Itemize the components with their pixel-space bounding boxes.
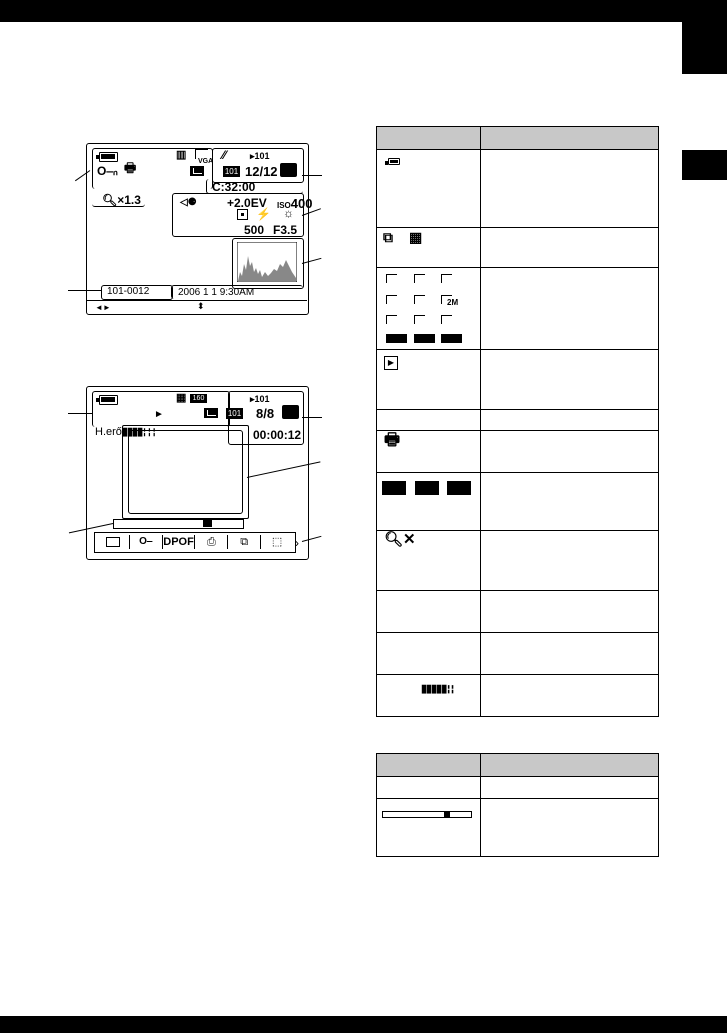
protect-icon: O‒ₙ xyxy=(97,164,118,178)
table-row xyxy=(377,531,481,591)
camera-icon xyxy=(280,163,297,177)
rotate-button[interactable] xyxy=(228,535,261,549)
nav-left-right-icon: ◄► xyxy=(95,303,111,312)
movie-counter: 8/8 xyxy=(256,406,275,421)
language-tab xyxy=(682,150,727,180)
size-2m-label: 2M xyxy=(447,298,459,307)
table-row xyxy=(377,410,481,431)
resize-button[interactable] xyxy=(261,535,293,549)
protect-button[interactable] xyxy=(130,535,163,549)
progress-marker xyxy=(203,519,212,527)
folder-icon-top: ▸101 xyxy=(250,151,270,161)
memory-icon: ▥ xyxy=(176,149,187,161)
recordable-capacity: C:32:00 xyxy=(212,180,256,194)
table-row xyxy=(377,473,481,531)
size-icon-filled xyxy=(441,334,462,343)
table2-header-indicator xyxy=(377,754,481,777)
folder-icon-top-2: ▸101 xyxy=(250,394,270,404)
size-icon xyxy=(386,315,397,324)
volume-bars-icon: ▮▮▮▮▮╏╏ xyxy=(421,683,454,695)
flash-icon: ⚡ xyxy=(256,207,271,221)
bottom-bar xyxy=(0,1016,727,1033)
table-row xyxy=(377,268,481,350)
battery-icon xyxy=(99,152,118,162)
table2-header-meaning xyxy=(481,754,659,777)
size-icon-filled xyxy=(386,334,407,343)
table-row xyxy=(377,633,481,675)
print-button[interactable] xyxy=(195,535,228,549)
size-icon xyxy=(441,315,452,324)
dpof-button[interactable]: DPOF xyxy=(163,536,194,548)
iso-indicator: ISO400 xyxy=(277,196,313,211)
folder-icon xyxy=(106,537,120,547)
table-row xyxy=(377,150,481,228)
folder-icon-b xyxy=(415,481,439,495)
print-order-icon-large: 🖶 xyxy=(384,430,401,449)
white-balance-icon: ☼ xyxy=(283,206,294,220)
resize-icon: ⬚ xyxy=(271,536,283,548)
battery-icon-2 xyxy=(99,395,118,405)
folder-number-icon-2: 101 xyxy=(227,409,242,418)
metering-icon xyxy=(237,209,248,220)
histogram xyxy=(237,242,297,282)
folder-number-icon: 101 xyxy=(224,167,239,176)
folder-button[interactable] xyxy=(97,535,130,549)
movie-indicator-table xyxy=(376,753,659,857)
size-icon xyxy=(386,274,397,283)
playback-icon: ▶ xyxy=(384,356,398,370)
battery-icon-small xyxy=(388,158,400,165)
print-order-icon: 🖶 xyxy=(124,160,137,175)
indicator-table xyxy=(376,126,659,717)
play-icon: ► xyxy=(154,409,164,420)
aperture-value: F3.5 xyxy=(273,223,298,237)
size-icon xyxy=(414,315,425,324)
progress-bar-icon xyxy=(382,811,472,818)
table-row xyxy=(377,350,481,410)
section-tab xyxy=(682,22,727,74)
key-icon: O‒ xyxy=(139,536,153,547)
file-number: 101-0012 xyxy=(107,286,150,297)
table-row xyxy=(377,675,481,717)
rotate-icon: ⧉ xyxy=(240,536,249,548)
playback-progress-bar[interactable] xyxy=(113,519,244,529)
size-icon xyxy=(414,274,425,283)
table-row xyxy=(377,228,481,268)
size-icon xyxy=(441,274,452,283)
chevron-right-icon[interactable]: › xyxy=(295,536,299,550)
movie-icon: ▦ xyxy=(176,392,187,404)
date-time: 2006 1 1 9:30AM xyxy=(178,287,255,298)
movie-size-icon: 160 xyxy=(190,394,207,403)
printer-icon: ⎙ xyxy=(206,536,216,548)
remote-icon: ⁄⁄ xyxy=(222,148,227,162)
table-row xyxy=(377,777,481,799)
zoom-indicator: 🔍︎×1.3 xyxy=(102,193,141,207)
size-icon xyxy=(414,295,425,304)
top-bar xyxy=(0,0,727,22)
image-counter: 12/12 xyxy=(245,164,278,179)
table-header-indicator xyxy=(377,127,481,150)
film-icon: ▦ xyxy=(409,229,423,245)
continuous-icon: ⧉ xyxy=(383,229,393,245)
toolbar-buttons xyxy=(97,535,293,549)
camera-icon-2 xyxy=(282,405,299,419)
ev-value: +2.0EV xyxy=(227,196,267,210)
table-row xyxy=(377,591,481,633)
zoom-cross-icon: 🔍︎✕ xyxy=(384,531,416,548)
table-row xyxy=(377,431,481,473)
table-row xyxy=(377,799,481,857)
movie-time: 00:00:12 xyxy=(253,428,302,442)
folder-icon-c xyxy=(447,481,471,495)
table-header-meaning xyxy=(481,127,659,150)
movie-image xyxy=(128,430,243,514)
volume-indicator: H.erő▮▮▮▮╏╏╏ xyxy=(95,426,157,438)
size-icon xyxy=(386,295,397,304)
steady-shot-icon: ◁⚈ xyxy=(180,197,197,208)
shutter-speed: 500 xyxy=(244,223,265,237)
size-icon-filled xyxy=(414,334,435,343)
folder-icon-a xyxy=(382,481,406,495)
zoom-icon: 🔍︎ xyxy=(102,193,118,207)
image-size-label: VGA xyxy=(198,158,214,165)
nav-up-down-icon: ⬍ xyxy=(197,301,205,311)
